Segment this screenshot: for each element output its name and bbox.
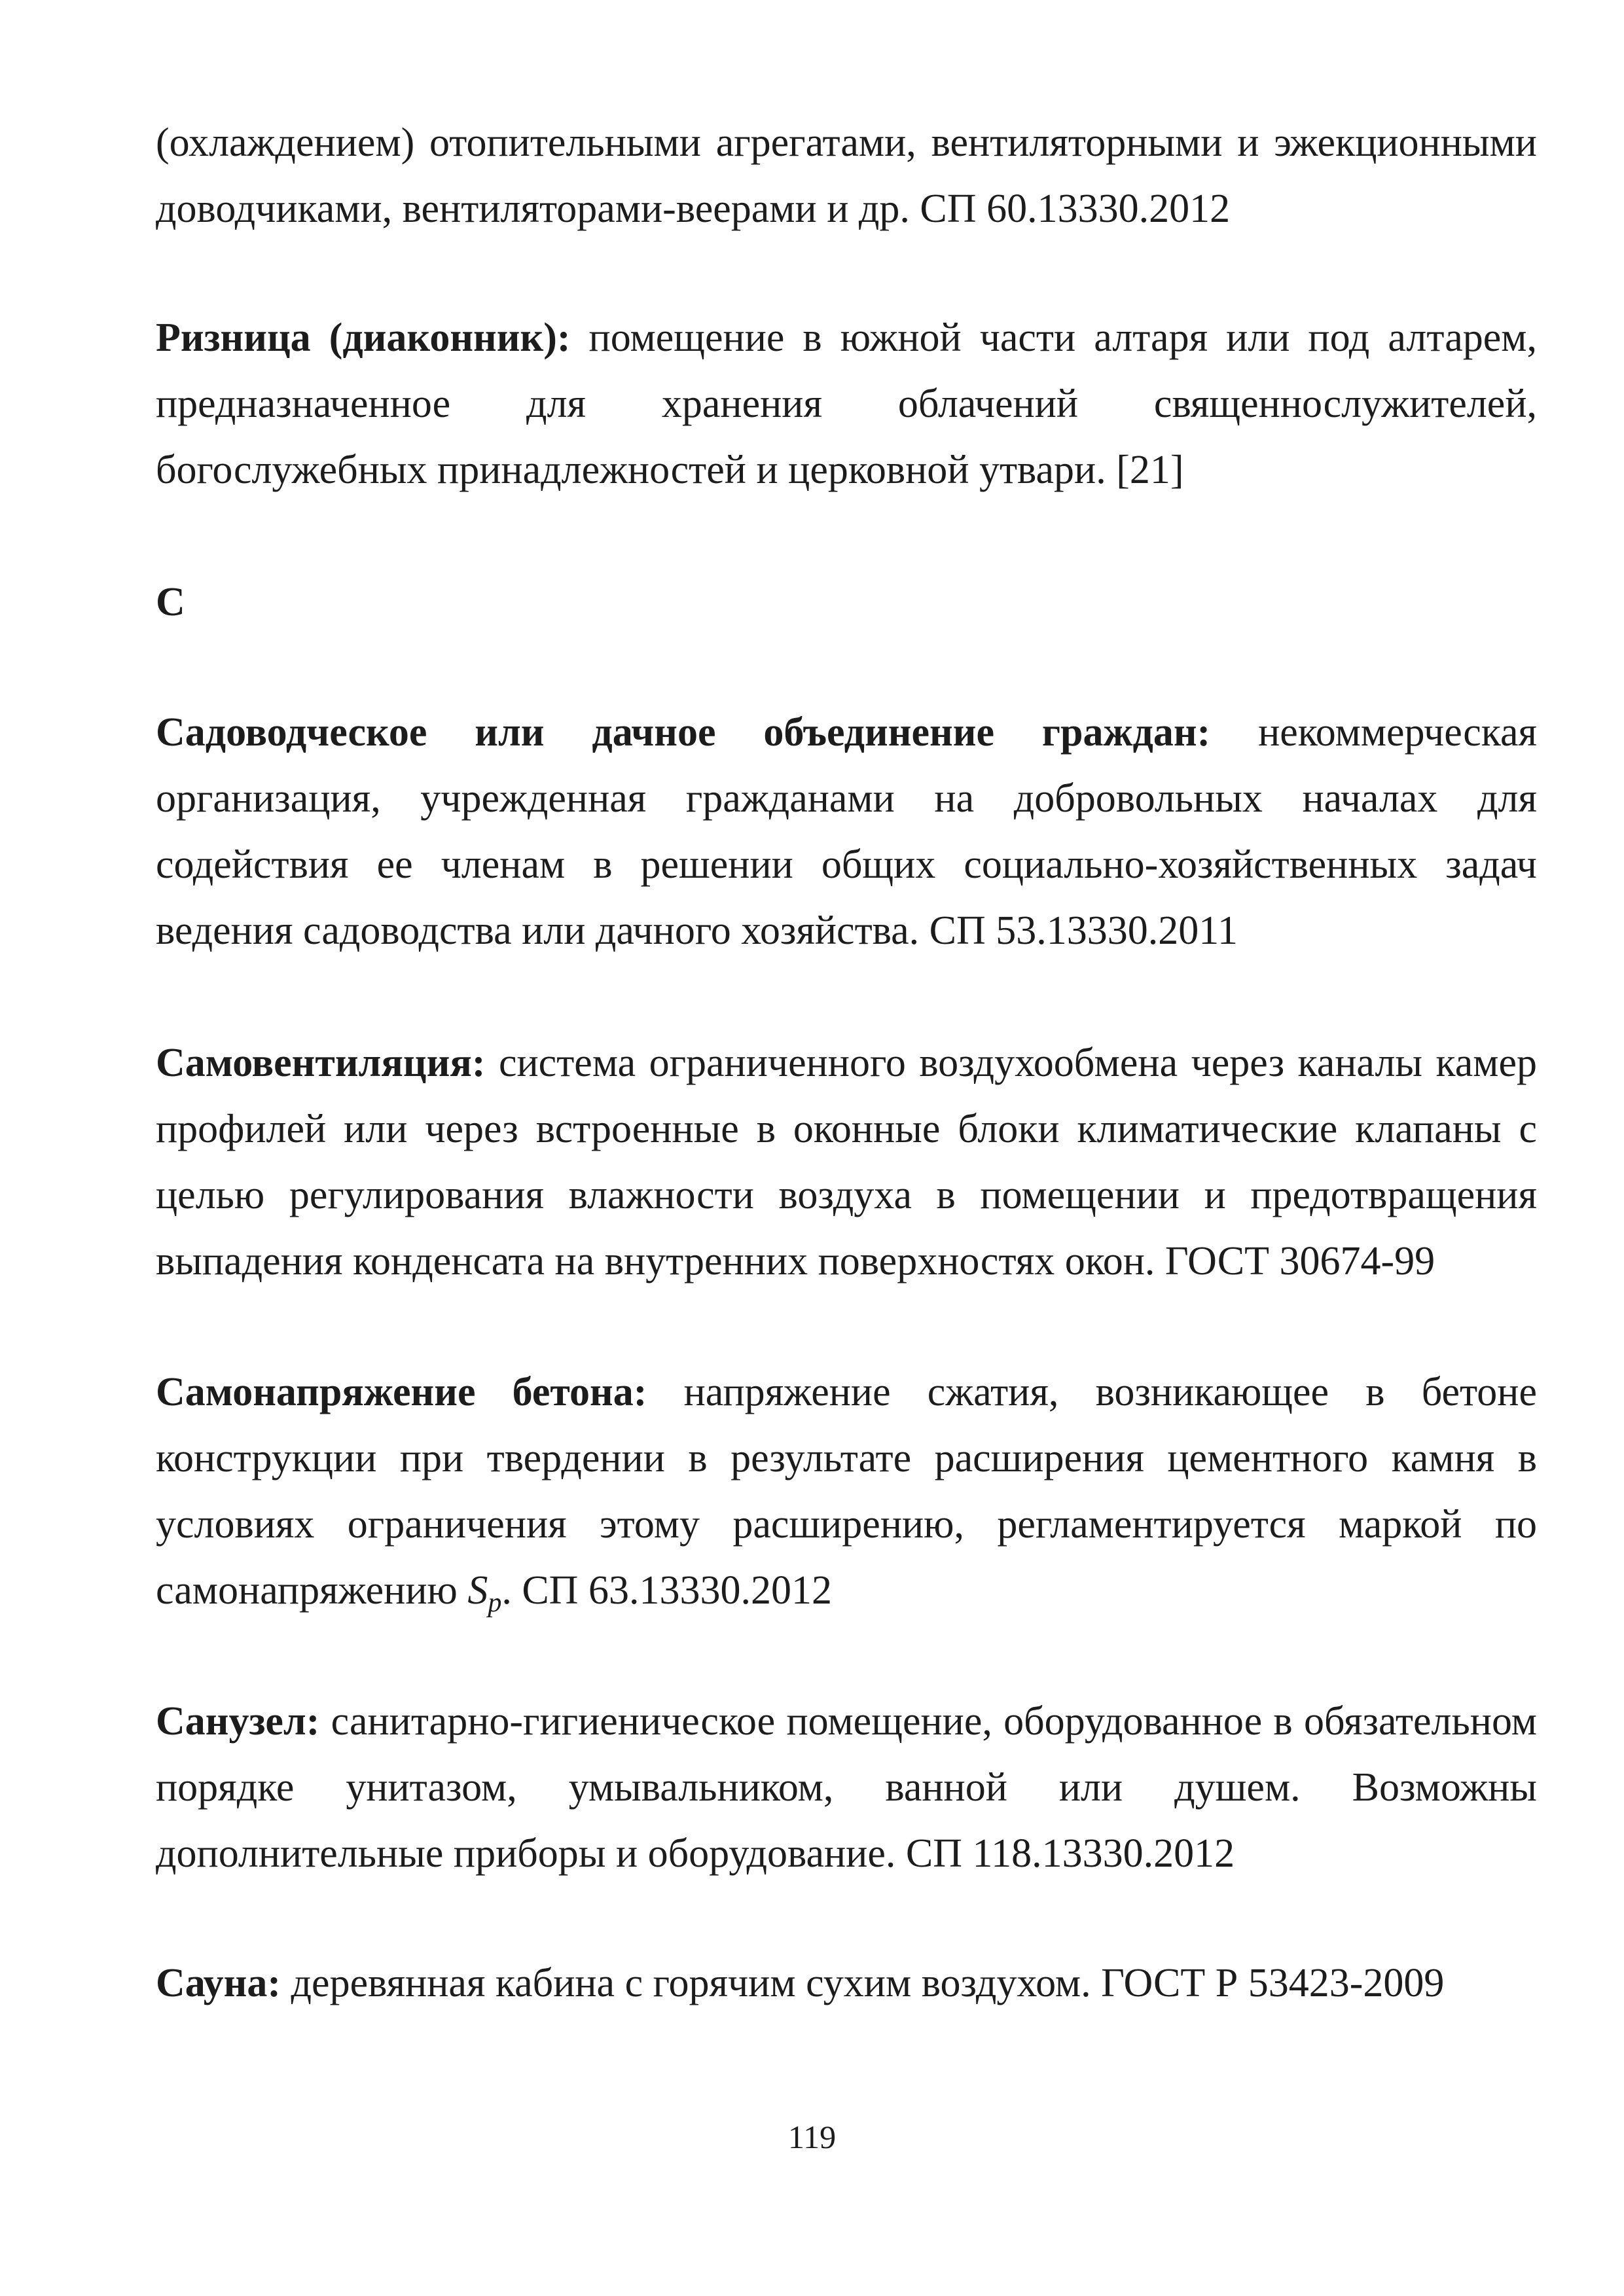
- definition-text: некоммерческая организация, учрежденная гражданами на добровольных началах для содействия ее членам в решении общих социально-хозяйственных задач ведения садоводства или дачного хозяйства. СП 53.13330.2011: [156, 710, 1537, 953]
- definition-text: деревянная кабина с горячим сухим воздухом. ГОСТ Р 53423-2009: [281, 1961, 1445, 2005]
- page-number: 119: [787, 2119, 837, 2155]
- symbol-s: S: [467, 1568, 488, 1613]
- definition-samoventilyatsiya: [156, 1030, 1537, 1295]
- definition-sadovodcheskoe: [156, 700, 1537, 964]
- definition-term: Садоводческое или дачное объединение граждан:: [156, 710, 1211, 755]
- definition-term: Ризница (диаконник):: [156, 315, 571, 360]
- definition-text: санитарно-гигиеническое помещение, оборудованное в обязательном порядке унитазом, умывальником, ванной или душем. Возможны дополнительные приборы и оборудование. СП 118.13330.2012: [156, 1699, 1537, 1876]
- definition-sanuzel: [156, 1689, 1537, 1887]
- definition-term: Самовентиляция:: [156, 1041, 486, 1085]
- definition-text: помещение в южной части алтаря или под алтарем, предназначенное для хранения облачений священнослужителей, богослужебных принадлежностей и церковной утвари. [21]: [156, 315, 1537, 492]
- definition-sauna: [156, 1950, 1537, 2017]
- definition-text: (охлаждением) отопительными агрегатами, вентиляторными и эжекционными доводчиками, вентиляторами-веерами и др. СП 60.13330.2012: [156, 120, 1537, 231]
- definition-term: Самонапряжение бетона:: [156, 1370, 647, 1414]
- symbol-subscript: p: [488, 1588, 502, 1618]
- section-letter: С: [156, 580, 185, 624]
- definition-samonapryazhenie: [156, 1359, 1537, 1636]
- definition-text: система ограниченного воздухообмена через каналы камер профилей или через встроенные в оконные блоки климатические клапаны с целью регулирования влажности воздуха в помещении и предотвращения выпадения конденсата на внутренних поверхностях окон. ГОСТ 30674-99: [156, 1041, 1537, 1283]
- definition-text: напряжение сжатия, возникающее в бетоне конструкции при твердении в результате расширения цементного камня в условиях ограничения этому расширению, регламентируется маркой по самонапряжению: [156, 1370, 1537, 1613]
- definition-tail: . СП 63.13330.2012: [501, 1568, 832, 1613]
- definition-riznitsa: [156, 305, 1537, 503]
- definition-term: Санузел:: [156, 1699, 320, 1744]
- definition-term: Сауна:: [156, 1961, 281, 2005]
- definition-continuation: [156, 110, 1537, 242]
